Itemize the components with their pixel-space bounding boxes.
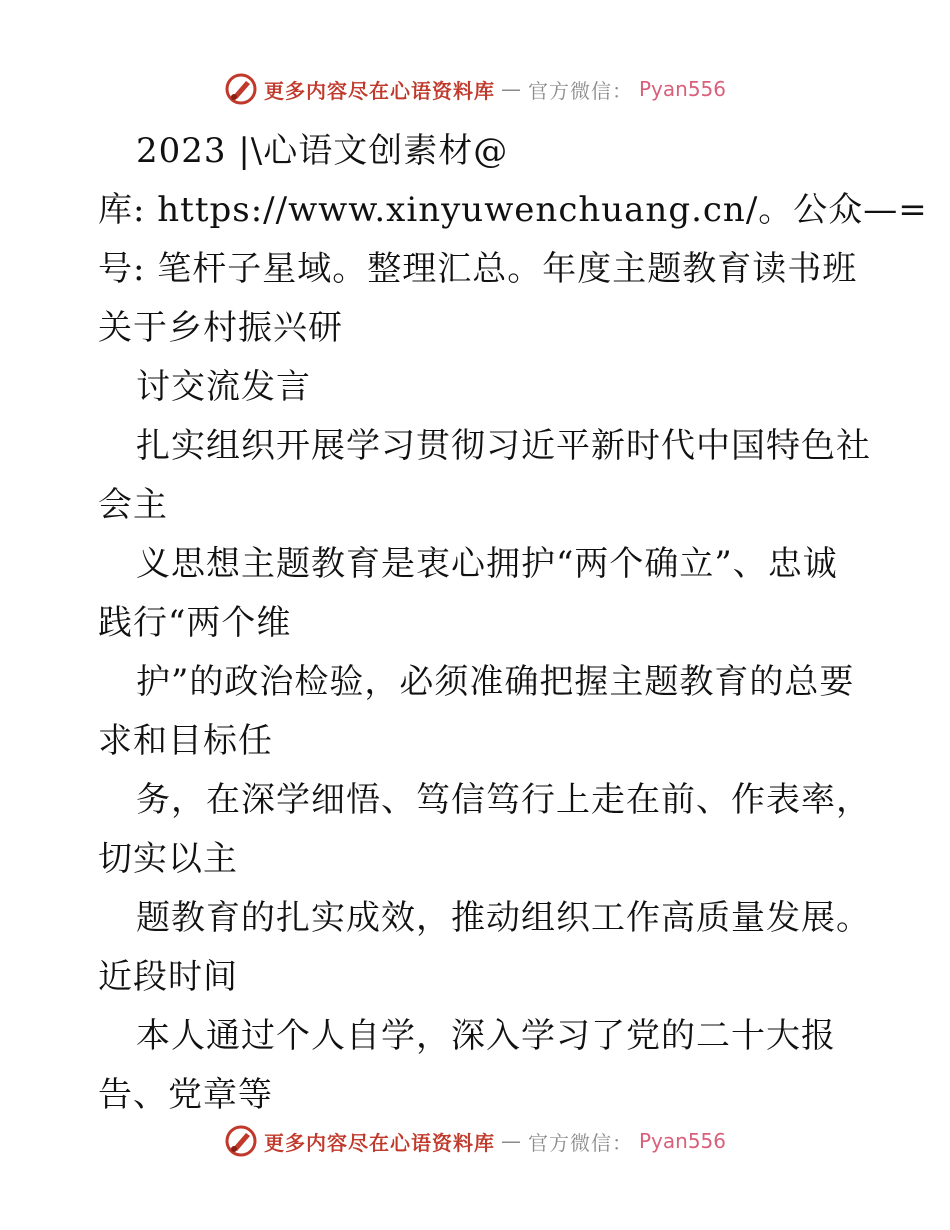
- text-line: 2023 |\心语文创素材@: [136, 131, 509, 171]
- text-line: 会主: [98, 485, 168, 525]
- text-line: 求和目标任: [98, 721, 273, 761]
- watermark-separator: —: [500, 77, 522, 101]
- text-line: 本人通过个人自学，深入学习了党的二十大报: [136, 1016, 836, 1056]
- watermark-separator: —: [500, 1129, 522, 1153]
- text-line: 护”的政治检验，必须准确把握主题教育的总要: [136, 662, 855, 702]
- text-line: 告、党章等: [98, 1075, 273, 1115]
- watermark-wechat-id: Pyan556: [638, 77, 726, 101]
- text-line: 践行“两个维: [98, 603, 292, 643]
- text-line: 库: https://www.xinyuwenchuang.cn/。公众—=: [98, 190, 928, 230]
- document-body: [98, 122, 928, 1125]
- text-line: 义思想主题教育是衷心拥护“两个确立”、忠诚: [136, 544, 838, 584]
- watermark-main-text: 更多内容尽在心语资料库: [263, 78, 495, 103]
- brush-logo-icon: [224, 1124, 258, 1158]
- text-line: 关于乡村振兴研: [98, 308, 343, 348]
- watermark-official-label: 官方微信：: [527, 78, 633, 103]
- footer-watermark: [0, 1124, 950, 1158]
- text-line: 切实以主: [98, 839, 238, 879]
- brush-logo-icon: [224, 72, 258, 106]
- watermark-main-text: 更多内容尽在心语资料库: [263, 1130, 495, 1155]
- watermark-official-label: 官方微信：: [527, 1130, 633, 1155]
- text-line: 题教育的扎实成效，推动组织工作高质量发展。: [136, 898, 871, 938]
- text-line: 号: 笔杆子星域。整理汇总。年度主题教育读书班: [98, 249, 858, 289]
- watermark-wechat-id: Pyan556: [638, 1129, 726, 1153]
- text-line: 讨交流发言: [136, 367, 311, 407]
- text-line: 扎实组织开展学习贯彻习近平新时代中国特色社: [136, 426, 871, 466]
- text-line: 近段时间: [98, 957, 238, 997]
- text-line: 务，在深学细悟、笃信笃行上走在前、作表率，: [136, 780, 871, 820]
- header-watermark: [0, 72, 950, 106]
